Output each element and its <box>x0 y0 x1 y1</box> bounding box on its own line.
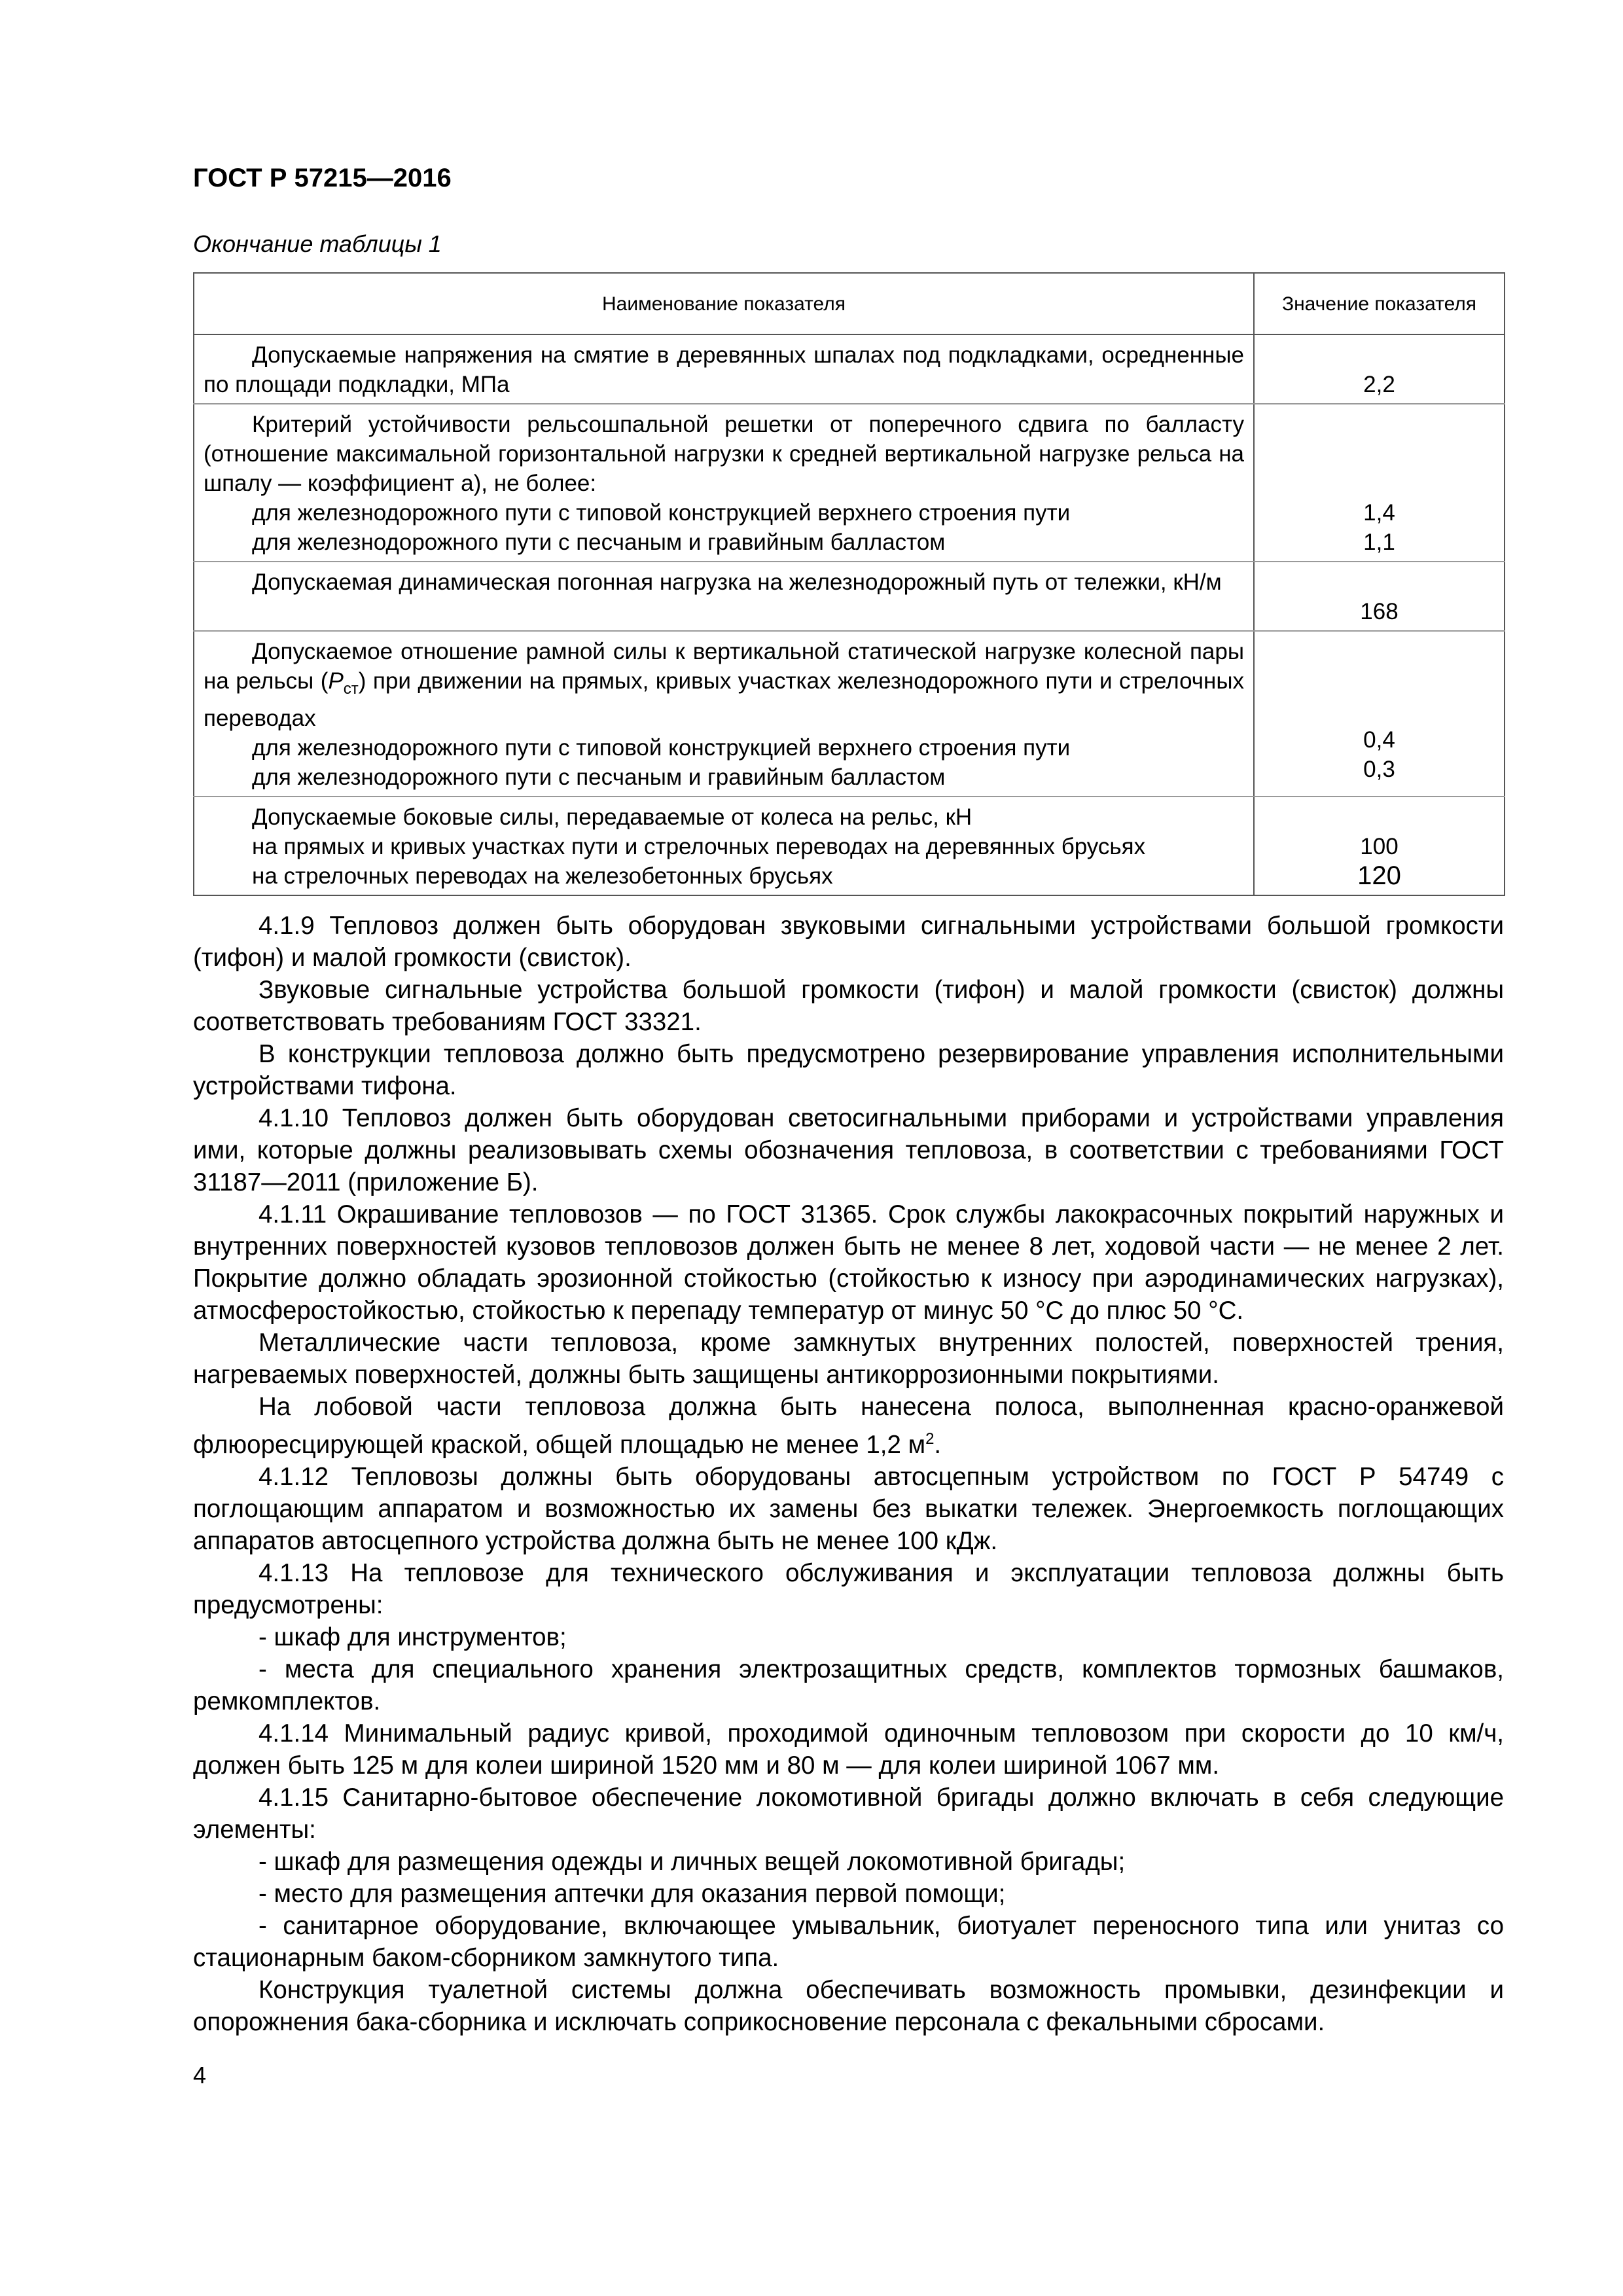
table-row <box>194 404 1505 562</box>
indicator-value: 1,4 <box>1363 500 1395 526</box>
indicator-value: 0,4 <box>1363 727 1395 753</box>
indicator-subitem: на прямых и кривых участках пути и стрелочных переводах на деревянных брусьях <box>252 834 1146 859</box>
paragraph: 4.1.13 На тепловозе для технического обслуживания и эксплуатации тепловоза должны быть предусмотрены: <box>193 1558 1504 1619</box>
table-header-row <box>194 273 1505 334</box>
indicator-value: 2,2 <box>1363 372 1395 397</box>
paragraph: 4.1.11 Окрашивание тепловозов — по ГОСТ 31365. Срок службы лакокрасочных покрытий наружных и внутренних поверхностей кузовов тепловозов должен быть не менее 8 лет, ходовой части — не менее 2 лет. Покрытие должно обладать эрозионной стойкостью (стойкостью к износу при аэродинамических нагрузках), атмосферостойкостью, стойкостью к перепаду температур от минус 50 °С до плюс 50 °С. <box>193 1200 1504 1325</box>
indicator-table <box>193 272 1505 896</box>
indicator-value: 0,3 <box>1363 757 1395 782</box>
paragraph: 4.1.14 Минимальный радиус кривой, проходимой одиночным тепловозом при скорости до 10 км/ч, должен быть 125 м для колеи шириной 1520 мм и 80 м — для колеи шириной 1067 мм. <box>193 1719 1504 1780</box>
indicator-value-cell <box>1254 797 1505 895</box>
indicator-text: Допускаемые боковые силы, передаваемые от колеса на рельс, кН <box>252 804 972 830</box>
indicator-subitem: для железнодорожного пути с типовой конструкцией верхнего строения пути <box>252 500 1071 526</box>
table-row <box>194 562 1505 631</box>
indicator-name-cell <box>194 797 1254 895</box>
indicator-value: 168 <box>1360 599 1399 624</box>
indicator-name-cell <box>194 562 1254 631</box>
document-body <box>193 910 1504 2038</box>
symbol-subscript: ст <box>343 680 359 698</box>
list-item: - места для специального хранения электрозащитных средств, комплектов тормозных башмаков, ремкомплектов. <box>193 1655 1504 1715</box>
page-number: 4 <box>193 2062 207 2089</box>
paragraph: Конструкция туалетной системы должна обеспечивать возможность промывки, дезинфекции и опорожнения бака-сборника и исключать соприкосновение персонала с фекальными сбросами. <box>193 1975 1504 2036</box>
indicator-text: Допускаемая динамическая погонная нагрузка на железнодорожный путь от тележки, кН/м <box>252 569 1222 595</box>
indicator-value-cell <box>1254 631 1505 797</box>
paragraph: 4.1.9 Тепловоз должен быть оборудован звуковыми сигнальными устройствами большой громкости (тифон) и малой громкости (свисток). <box>193 912 1504 972</box>
document-id-header: ГОСТ Р 57215—2016 <box>193 164 452 192</box>
indicator-name-cell <box>194 404 1254 562</box>
column-header-value: Значение показателя <box>1254 273 1505 334</box>
paragraph: На лобовой части тепловоза должна быть нанесена полоса, выполненная красно-оранжевой флюоресцирующей краской, общей площадью не менее 1,2 $м^2$. <box>193 1393 1504 1459</box>
paragraph: Звуковые сигнальные устройства большой громкости (тифон) и малой громкости (свисток) должны соответствовать требованиям ГОСТ 33321. <box>193 976 1504 1036</box>
list-item: - место для размещения аптечки для оказания первой помощи; <box>259 1879 1006 1908</box>
indicator-text: Допускаемые напряжения на смятие в деревянных шпалах под подкладками, осредненные по площади подкладки, МПа <box>204 342 1244 397</box>
table-row <box>194 631 1505 797</box>
symbol-p: P <box>328 668 344 694</box>
indicator-subitem: для железнодорожного пути с песчаным и гравийным балластом <box>252 529 946 555</box>
indicator-text: Критерий устойчивости рельсошпальной решетки от поперечного сдвига по балласту (отношение максимальной горизонтальной нагрузки к средней вертикальной нагрузке рельса на шпалу — коэффициент а), не более: <box>204 412 1244 496</box>
indicator-text: Допускаемое отношение рамной силы к вертикальной статической нагрузке колесной пары на рельсы $(P_{ст})$ при движении на прямых, кривых участках железнодорожного пути и стрелочных переводах <box>204 639 1244 731</box>
indicator-subitem: на стрелочных переводах на железобетонных брусьях <box>252 863 833 889</box>
paragraph: 4.1.10 Тепловоз должен быть оборудован светосигнальными приборами и устройствами управления ими, которые должны реализовывать схемы обозначения тепловоза, в соответствии с требованиями ГОСТ 31187—2011 (приложение Б). <box>193 1104 1504 1196</box>
table-row <box>194 797 1505 895</box>
indicator-value-cell <box>1254 404 1505 562</box>
table-row <box>194 334 1505 404</box>
indicator-value-cell <box>1254 334 1505 404</box>
paragraph: 4.1.12 Тепловозы должны быть оборудованы автосцепным устройством по ГОСТ Р 54749 с поглощающим аппаратом и возможностью их замены без выкатки тележек. Энергоемкость поглощающих аппаратов автосцепного устройства должна быть не менее 100 кДж. <box>193 1462 1504 1555</box>
table-caption: Окончание таблицы 1 <box>193 230 442 257</box>
indicator-name-cell <box>194 334 1254 404</box>
list-item: - шкаф для размещения одежды и личных вещей локомотивной бригады; <box>259 1847 1126 1876</box>
paragraph: Металлические части тепловоза, кроме замкнутых внутренних полостей, поверхностей трения, нагреваемых поверхностей, должны быть защищены антикоррозионными покрытиями. <box>193 1329 1504 1389</box>
indicator-value: 1,1 <box>1363 529 1395 555</box>
indicator-name-cell <box>194 631 1254 797</box>
indicator-value: 120 <box>1357 861 1401 890</box>
list-item: - санитарное оборудование, включающее умывальник, биотуалет переносного типа или унитаз со стационарным баком-сборником замкнутого типа. <box>193 1911 1504 1972</box>
indicator-value: 100 <box>1360 834 1399 859</box>
column-header-name: Наименование показателя <box>194 273 1254 334</box>
list-item: - шкаф для инструментов; <box>259 1623 567 1651</box>
indicator-value-cell <box>1254 562 1505 631</box>
paragraph: В конструкции тепловоза должно быть предусмотрено резервирование управления исполнительными устройствами тифона. <box>193 1040 1504 1100</box>
indicator-subitem: для железнодорожного пути с песчаным и гравийным балластом <box>252 764 946 790</box>
indicator-subitem: для железнодорожного пути с типовой конструкцией верхнего строения пути <box>252 735 1071 761</box>
paragraph: 4.1.15 Санитарно-бытовое обеспечение локомотивной бригады должно включать в себя следующие элементы: <box>193 1783 1504 1844</box>
superscript-2: 2 <box>925 1430 935 1448</box>
